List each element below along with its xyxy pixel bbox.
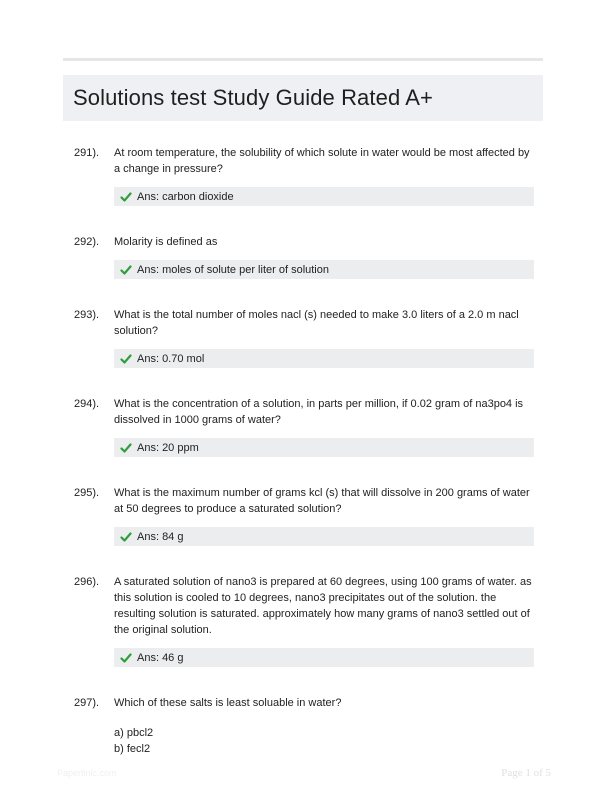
question-number: 295).: [74, 487, 100, 499]
answer-box: [114, 438, 534, 457]
question-text: What is the total number of moles nacl (s) needed to make 3.0 liters of a 2.0 m nacl solution?: [114, 309, 519, 337]
question-item: [74, 485, 544, 546]
checkmark-icon: [120, 353, 132, 365]
answer-box: [114, 187, 534, 206]
answer-box: [114, 648, 534, 667]
answer-text: Ans: 46 g: [137, 651, 184, 664]
question-text: What is the maximum number of grams kcl (s) that will dissolve in 200 grams of water at 50 degrees to produce a saturated solution?: [114, 487, 530, 515]
question-text: Molarity is defined as: [114, 236, 218, 248]
question-number: 293).: [74, 309, 100, 321]
answer-box: [114, 349, 534, 368]
question-item: [74, 145, 544, 206]
question-text: Which of these salts is least soluable in water?: [114, 697, 342, 709]
checkmark-icon: [120, 191, 132, 203]
answer-text: Ans: 20 ppm: [137, 441, 199, 454]
question-text: At room temperature, the solubility of which solute in water would be most affected by a change in pressure?: [114, 147, 530, 175]
option-a: a) pbcl2: [114, 727, 154, 739]
footer-watermark: Paperfinic.com: [57, 768, 117, 778]
question-item: [74, 574, 544, 667]
option-b: b) fecl2: [114, 743, 151, 755]
question-item: [74, 396, 544, 457]
answer-options: [114, 725, 544, 757]
question-list: [74, 145, 544, 785]
title-bar: [63, 75, 543, 121]
question-number: 294).: [74, 398, 100, 410]
top-divider: [63, 58, 543, 61]
answer-box: [114, 527, 534, 546]
question-item: [74, 307, 544, 368]
checkmark-icon: [120, 264, 132, 276]
question-number: 291).: [74, 147, 100, 159]
answer-box: [114, 260, 534, 279]
question-number: 292).: [74, 236, 100, 248]
question-item: [74, 234, 544, 279]
document-title: Solutions test Study Guide Rated A+: [73, 85, 434, 110]
answer-text: Ans: carbon dioxide: [137, 190, 234, 203]
question-number: 296).: [74, 576, 100, 588]
checkmark-icon: [120, 531, 132, 543]
answer-text: Ans: 84 g: [137, 530, 184, 543]
answer-text: Ans: 0.70 mol: [137, 352, 205, 365]
answer-text: Ans: moles of solute per liter of solution: [137, 263, 329, 276]
page-indicator: Page 1 of 5: [501, 767, 551, 779]
question-item: [74, 695, 544, 757]
checkmark-icon: [120, 652, 132, 664]
checkmark-icon: [120, 442, 132, 454]
question-text: What is the concentration of a solution, in parts per million, if 0.02 gram of na3po4 is dissolved in 1000 grams of water?: [114, 398, 524, 426]
question-text: A saturated solution of nano3 is prepared at 60 degrees, using 100 grams of water. as this solution is cooled to 10 degrees, nano3 precipitates out of the solution. the resulting solution is saturated. approximately how many grams of nano3 settled out of the original solution.: [114, 576, 532, 636]
question-number: 297).: [74, 697, 100, 709]
